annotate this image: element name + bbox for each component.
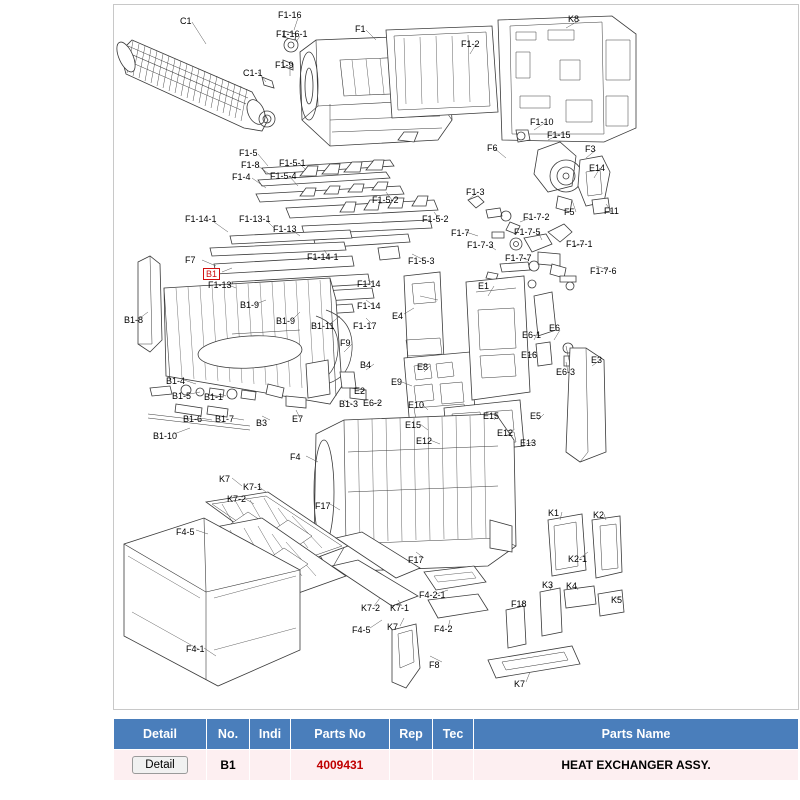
col-detail: Detail: [114, 719, 207, 750]
part-label-e13: E13: [520, 438, 537, 448]
parts-table: [113, 718, 799, 781]
part-label-e10: E10: [408, 400, 425, 410]
part-label-e6: E6: [549, 323, 561, 333]
part-label-f1-17: F1-17: [353, 321, 377, 331]
part-label-e14: E14: [589, 163, 606, 173]
part-label-f1-8: F1-8: [241, 160, 260, 170]
part-label-b1-5: B1-5: [172, 391, 192, 401]
part-label-f1-7-2: F1-7-2: [523, 212, 550, 222]
part-label-k7-2: K7-2: [227, 494, 247, 504]
part-label-f1: F1: [355, 24, 366, 34]
table-row: [114, 750, 799, 781]
part-label-f1-14: F1-14: [357, 301, 381, 311]
part-label-f3: F3: [585, 144, 596, 154]
highlighted-part-label[interactable]: B1: [203, 268, 220, 280]
part-label-f1-7-6: F1-7-6: [590, 266, 617, 276]
part-label-f1-10: F1-10: [530, 117, 554, 127]
col-ind: Indi: [250, 719, 291, 750]
part-label-e3: E3: [591, 355, 603, 365]
part-label-f1-2: F1-2: [461, 39, 480, 49]
part-label-e16: E16: [521, 350, 538, 360]
detail-button[interactable]: Detail: [132, 756, 187, 774]
part-label-f1-5-4: F1-5-4: [270, 171, 297, 181]
part-label-k7: K7: [387, 622, 399, 632]
part-label-f1-5: F1-5: [239, 148, 258, 158]
part-label-e9: E9: [391, 377, 403, 387]
part-label-e4: E4: [392, 311, 404, 321]
part-label-k7-1: K7-1: [390, 603, 410, 613]
part-label-f4-5: F4-5: [352, 625, 371, 635]
part-label-e8: E8: [417, 362, 429, 372]
part-label-f1-14: F1-14: [357, 279, 381, 289]
col-tec: Tec: [433, 719, 474, 750]
part-label-b1-9: B1-9: [240, 300, 260, 310]
part-label-b1-10: B1-10: [153, 431, 178, 441]
part-label-e6-2: E6-2: [363, 398, 383, 408]
part-label-b1-11: B1-11: [311, 321, 335, 331]
part-label-f1-13: F1-13: [273, 224, 297, 234]
part-label-c1-1: C1-1: [243, 68, 263, 78]
part-label-e15: E15: [405, 420, 422, 430]
parts-no-cell[interactable]: 4009431: [291, 750, 390, 781]
part-label-e15: E15: [483, 411, 500, 421]
part-label-b1-1: B1-1: [204, 392, 224, 402]
part-label-f1-3: F1-3: [466, 187, 485, 197]
part-label-f1-7-7: F1-7-7: [505, 253, 532, 263]
part-label-b1-9: B1-9: [276, 316, 296, 326]
part-label-f1-13-1: F1-13-1: [239, 214, 271, 224]
part-label-f4-2-1: F4-2-1: [419, 590, 446, 600]
part-label-f4-2: F4-2: [434, 624, 453, 634]
part-label-f1-7-1: F1-7-1: [566, 239, 593, 249]
ind-cell: [250, 750, 291, 781]
col-parts-name: Parts Name: [474, 719, 799, 750]
part-label-k8: K8: [568, 14, 580, 24]
col-rep: Rep: [390, 719, 433, 750]
part-label-b1-4: B1-4: [166, 376, 186, 386]
part-label-e7: E7: [292, 414, 304, 424]
part-label-f5: F5: [564, 207, 575, 217]
part-label-k3: K3: [542, 580, 554, 590]
part-label-b1-8: B1-8: [124, 315, 144, 325]
rep-cell: [390, 750, 433, 781]
part-label-f11: F11: [604, 206, 619, 216]
part-label-k7: K7: [219, 474, 231, 484]
part-label-k4: K4: [566, 581, 578, 591]
part-label-f9: F9: [340, 338, 351, 348]
part-label-c1: C1: [180, 16, 192, 26]
part-label-f1-5-1: F1-5-1: [279, 158, 306, 168]
part-label-e12: E12: [416, 436, 433, 446]
col-parts-no: Parts No: [291, 719, 390, 750]
no-cell: B1: [207, 750, 250, 781]
part-label-f1-9: F1-9: [275, 60, 294, 70]
part-label-f1-5-3: F1-5-3: [408, 256, 435, 266]
part-label-f1-13: F1-13: [208, 280, 232, 290]
part-label-e6-1: E6-1: [522, 330, 542, 340]
tec-cell: [433, 750, 474, 781]
part-label-f18: F18: [511, 599, 527, 609]
part-label-b1-6: B1-6: [183, 414, 203, 424]
part-label-f1-7: F1-7: [451, 228, 470, 238]
part-label-f1-14-1: F1-14-1: [307, 252, 339, 262]
part-label-f6: F6: [487, 143, 498, 153]
part-label-b3: B3: [256, 418, 268, 428]
part-label-f1-14-1: F1-14-1: [185, 214, 217, 224]
part-label-e2: E2: [354, 386, 366, 396]
part-label-k1: K1: [548, 508, 560, 518]
part-label-e6-3: E6-3: [556, 367, 576, 377]
part-label-f1-7-3: F1-7-3: [467, 240, 494, 250]
part-label-b1-7: B1-7: [215, 414, 235, 424]
part-label-e12: E12: [497, 428, 514, 438]
part-label-e1: E1: [478, 281, 490, 291]
part-label-f8: F8: [429, 660, 440, 670]
parts-name-cell: HEAT EXCHANGER ASSY.: [474, 750, 799, 781]
part-label-f1-16-1: F1-16-1: [276, 29, 308, 39]
part-label-k7-2: K7-2: [361, 603, 381, 613]
part-label-k5: K5: [611, 595, 623, 605]
part-label-f1-7-5: F1-7-5: [514, 227, 541, 237]
detail-cell: [114, 750, 207, 781]
part-label-k2-1: K2-1: [568, 554, 588, 564]
part-label-f4-5: F4-5: [176, 527, 195, 537]
part-label-f17: F17: [408, 555, 424, 565]
part-label-b1-3: B1-3: [339, 399, 359, 409]
part-label-b4: B4: [360, 360, 372, 370]
part-label-f1-4: F1-4: [232, 172, 251, 182]
part-label-f4: F4: [290, 452, 301, 462]
part-label-f1-16: F1-16: [278, 10, 302, 20]
part-label-k7-1: K7-1: [243, 482, 263, 492]
table-header-row: [114, 719, 799, 750]
part-label-f1-15: F1-15: [547, 130, 571, 140]
part-label-e5: E5: [530, 411, 542, 421]
part-label-f17: F17: [315, 501, 331, 511]
part-label-f4-1: F4-1: [186, 644, 205, 654]
part-label-k2: K2: [593, 510, 605, 520]
part-label-k7: K7: [514, 679, 526, 689]
part-label-f1-5-2: F1-5-2: [372, 195, 399, 205]
part-label-f7: F7: [185, 255, 196, 265]
col-no: No.: [207, 719, 250, 750]
part-label-f1-5-2: F1-5-2: [422, 214, 449, 224]
